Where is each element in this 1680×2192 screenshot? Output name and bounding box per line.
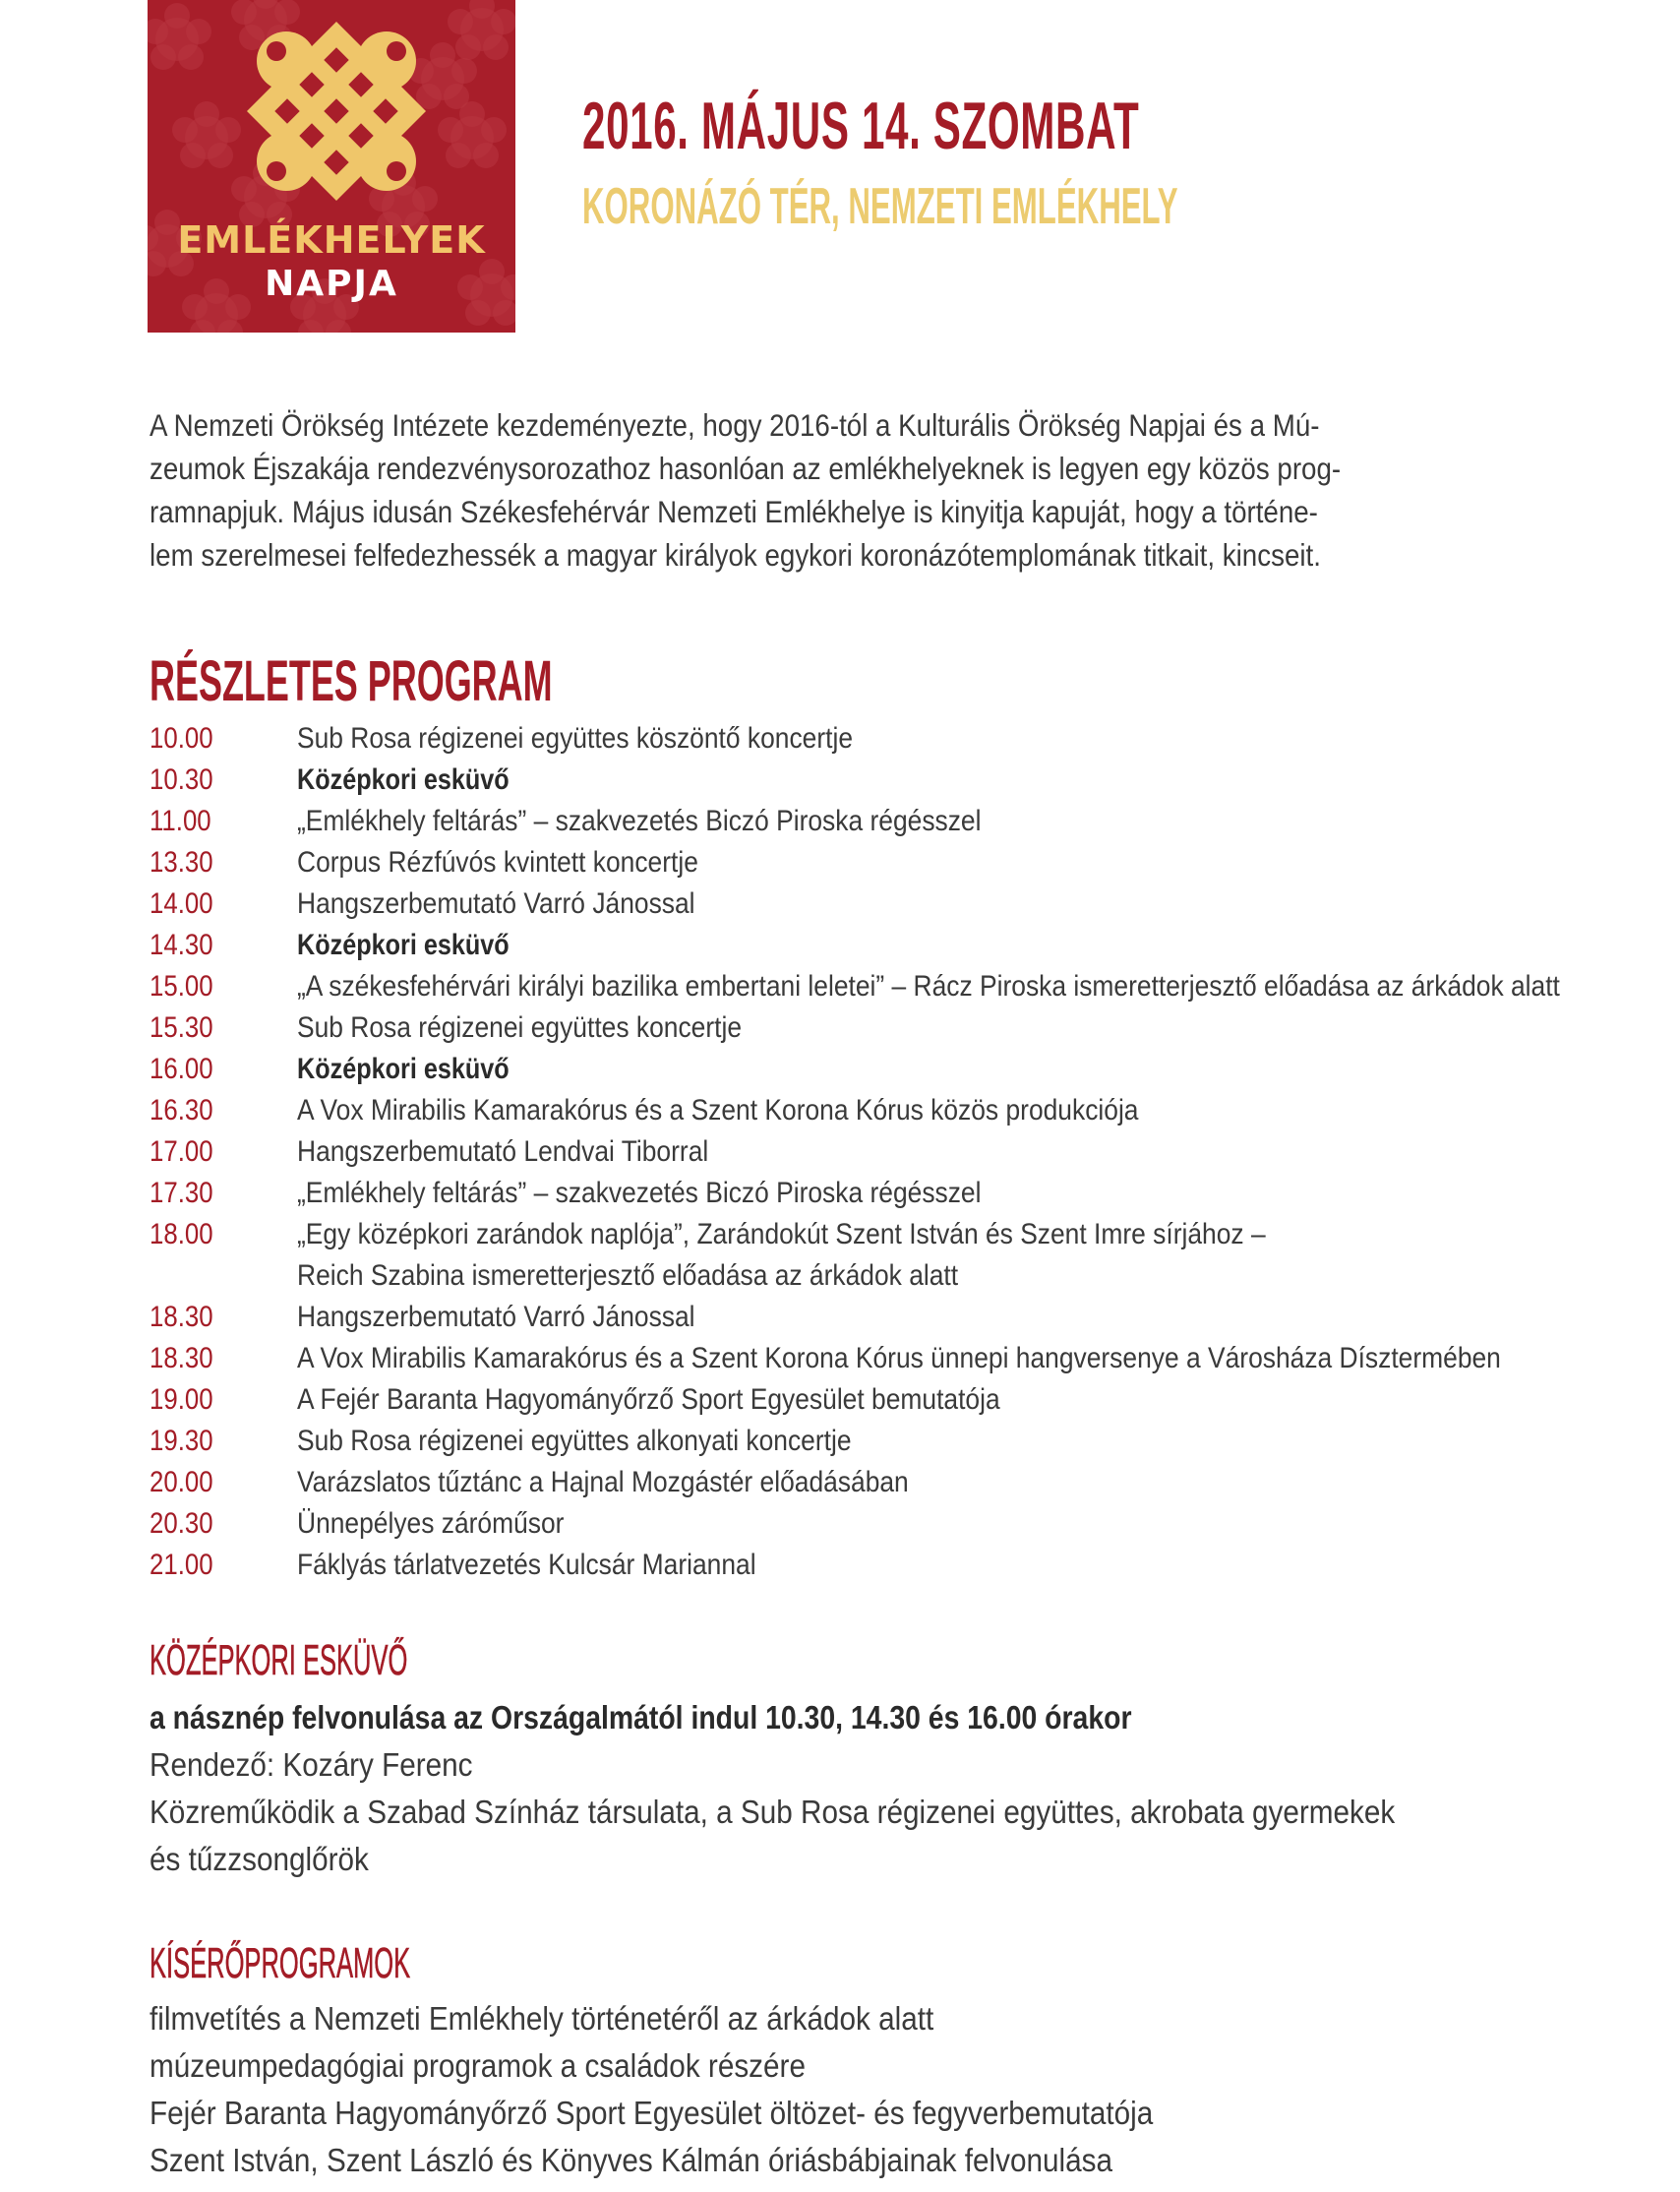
schedule-time: 17.30 <box>150 1177 213 1209</box>
event-logo <box>148 0 515 333</box>
schedule-description: Sub Rosa régizenei együttes alkonyati koncertje <box>297 1425 852 1457</box>
schedule-description: Corpus Rézfúvós kvintett koncertje <box>297 846 698 879</box>
schedule-description: „A székesfehérvári királyi bazilika embertani leletei” – Rácz Piroska ismeretterjesztő előadása az árkádok alatt <box>297 970 1560 1003</box>
schedule-time: 18.30 <box>150 1342 213 1374</box>
schedule-time: 19.30 <box>150 1425 213 1457</box>
side-program-item: filmvetítés a Nemzeti Emlékhely történetéről az árkádok alatt <box>150 2000 934 2037</box>
intro-line: zeumok Éjszakája rendezvénysorozathoz hasonlóan az emlékhelyeknek is legyen egy közös prog- <box>150 451 1342 486</box>
schedule-time: 14.00 <box>150 887 213 920</box>
celtic-knot-icon <box>247 22 426 201</box>
side-program-item: Fejér Baranta Hagyományőrző Sport Egyesület öltözet- és fegyverbemutatója <box>150 2095 1154 2131</box>
schedule-time: 17.00 <box>150 1135 213 1168</box>
schedule-time: 14.30 <box>150 929 213 961</box>
schedule-description: Sub Rosa régizenei együttes köszöntő koncertje <box>297 722 854 755</box>
event-venue: KORONÁZÓ TÉR, NEMZETI EMLÉKHELY <box>582 178 1178 235</box>
schedule-description: Ünnepélyes záróműsor <box>297 1507 565 1540</box>
schedule-description: Hangszerbemutató Lendvai Tiborral <box>297 1135 709 1168</box>
schedule-time: 10.00 <box>150 722 213 755</box>
schedule-time: 18.00 <box>150 1218 213 1250</box>
schedule-description-cont: Reich Szabina ismeretterjesztő előadása az árkádok alatt <box>297 1259 959 1292</box>
schedule-description: Sub Rosa régizenei együttes koncertje <box>297 1011 743 1044</box>
wedding-heading: KÖZÉPKORI ESKÜVŐ <box>150 1636 408 1684</box>
schedule-time: 20.00 <box>150 1466 213 1498</box>
schedule-time: 16.30 <box>150 1094 213 1126</box>
intro-line: A Nemzeti Örökség Intézete kezdeményezte, hogy 2016-tól a Kulturális Örökség Napjai és a Mú- <box>150 407 1320 443</box>
schedule-description: A Fejér Baranta Hagyományőrző Sport Egyesület bemutatója <box>297 1383 1000 1416</box>
schedule-description: „Emlékhely feltárás” – szakvezetés Biczó Piroska régésszel <box>297 805 982 837</box>
wedding-lead: a násznép felvonulása az Országalmától indul 10.30, 14.30 és 16.00 órakor <box>150 1699 1132 1735</box>
side-programs-heading: KÍSÉRŐPROGRAMOK <box>150 1939 411 1987</box>
side-program-item: Szent István, Szent László és Könyves Kálmán óriásbábjainak felvonulása <box>150 2142 1113 2178</box>
schedule-description: Hangszerbemutató Varró Jánossal <box>297 887 695 920</box>
schedule-description: Hangszerbemutató Varró Jánossal <box>297 1301 695 1333</box>
schedule-time: 13.30 <box>150 846 213 879</box>
intro-line: ramnapjuk. Május idusán Székesfehérvár Nemzeti Emlékhelye is kinyitja kapuját, hogy a történe- <box>150 494 1318 529</box>
schedule-description: Varázslatos tűztánc a Hajnal Mozgástér előadásában <box>297 1466 909 1498</box>
schedule-time: 19.00 <box>150 1383 213 1416</box>
schedule-description: Középkori esküvő <box>297 763 510 796</box>
wedding-details <box>150 1694 1533 1883</box>
schedule-description: „Egy középkori zarándok naplója”, Zarándokút Szent István és Szent Imre sírjához – <box>297 1218 1266 1250</box>
side-program-item: múzeumpedagógiai programok a családok részére <box>150 2047 806 2084</box>
intro-paragraph <box>150 403 1566 577</box>
logo-title: EMLÉKHELYEK <box>177 218 486 262</box>
intro-line: lem szerelmesei felfedezhessék a magyar királyok egykori koronázótemplomának titkait, kincseit. <box>150 537 1321 573</box>
schedule-description: Középkori esküvő <box>297 929 510 961</box>
schedule-time: 15.00 <box>150 970 213 1003</box>
wedding-participants-cont: és tűzzsonglőrök <box>150 1841 369 1877</box>
program-heading: RÉSZLETES PROGRAM <box>150 649 553 713</box>
logo-subtitle: NAPJA <box>265 264 398 304</box>
schedule-description: Középkori esküvő <box>297 1053 510 1085</box>
schedule-description: „Emlékhely feltárás” – szakvezetés Biczó Piroska régésszel <box>297 1177 982 1209</box>
schedule-time: 15.30 <box>150 1011 213 1044</box>
schedule-time: 11.00 <box>150 805 211 837</box>
schedule-time: 16.00 <box>150 1053 213 1085</box>
schedule-description: A Vox Mirabilis Kamarakórus és a Szent Korona Kórus ünnepi hangversenye a Városháza Dísztermében <box>297 1342 1501 1374</box>
side-programs-list <box>150 1995 1265 2184</box>
schedule-description: A Vox Mirabilis Kamarakórus és a Szent Korona Kórus közös produkciója <box>297 1094 1139 1126</box>
schedule-description: Fáklyás tárlatvezetés Kulcsár Mariannal <box>297 1549 756 1581</box>
schedule-time: 18.30 <box>150 1301 213 1333</box>
wedding-director: Rendező: Kozáry Ferenc <box>150 1746 473 1783</box>
schedule-time: 10.30 <box>150 763 213 796</box>
wedding-participants: Közreműködik a Szabad Színház társulata, a Sub Rosa régizenei együttes, akrobata gyermekek <box>150 1794 1396 1830</box>
schedule-time: 20.30 <box>150 1507 213 1540</box>
event-date: 2016. MÁJUS 14. SZOMBAT <box>582 89 1140 163</box>
schedule-time: 21.00 <box>150 1549 213 1581</box>
